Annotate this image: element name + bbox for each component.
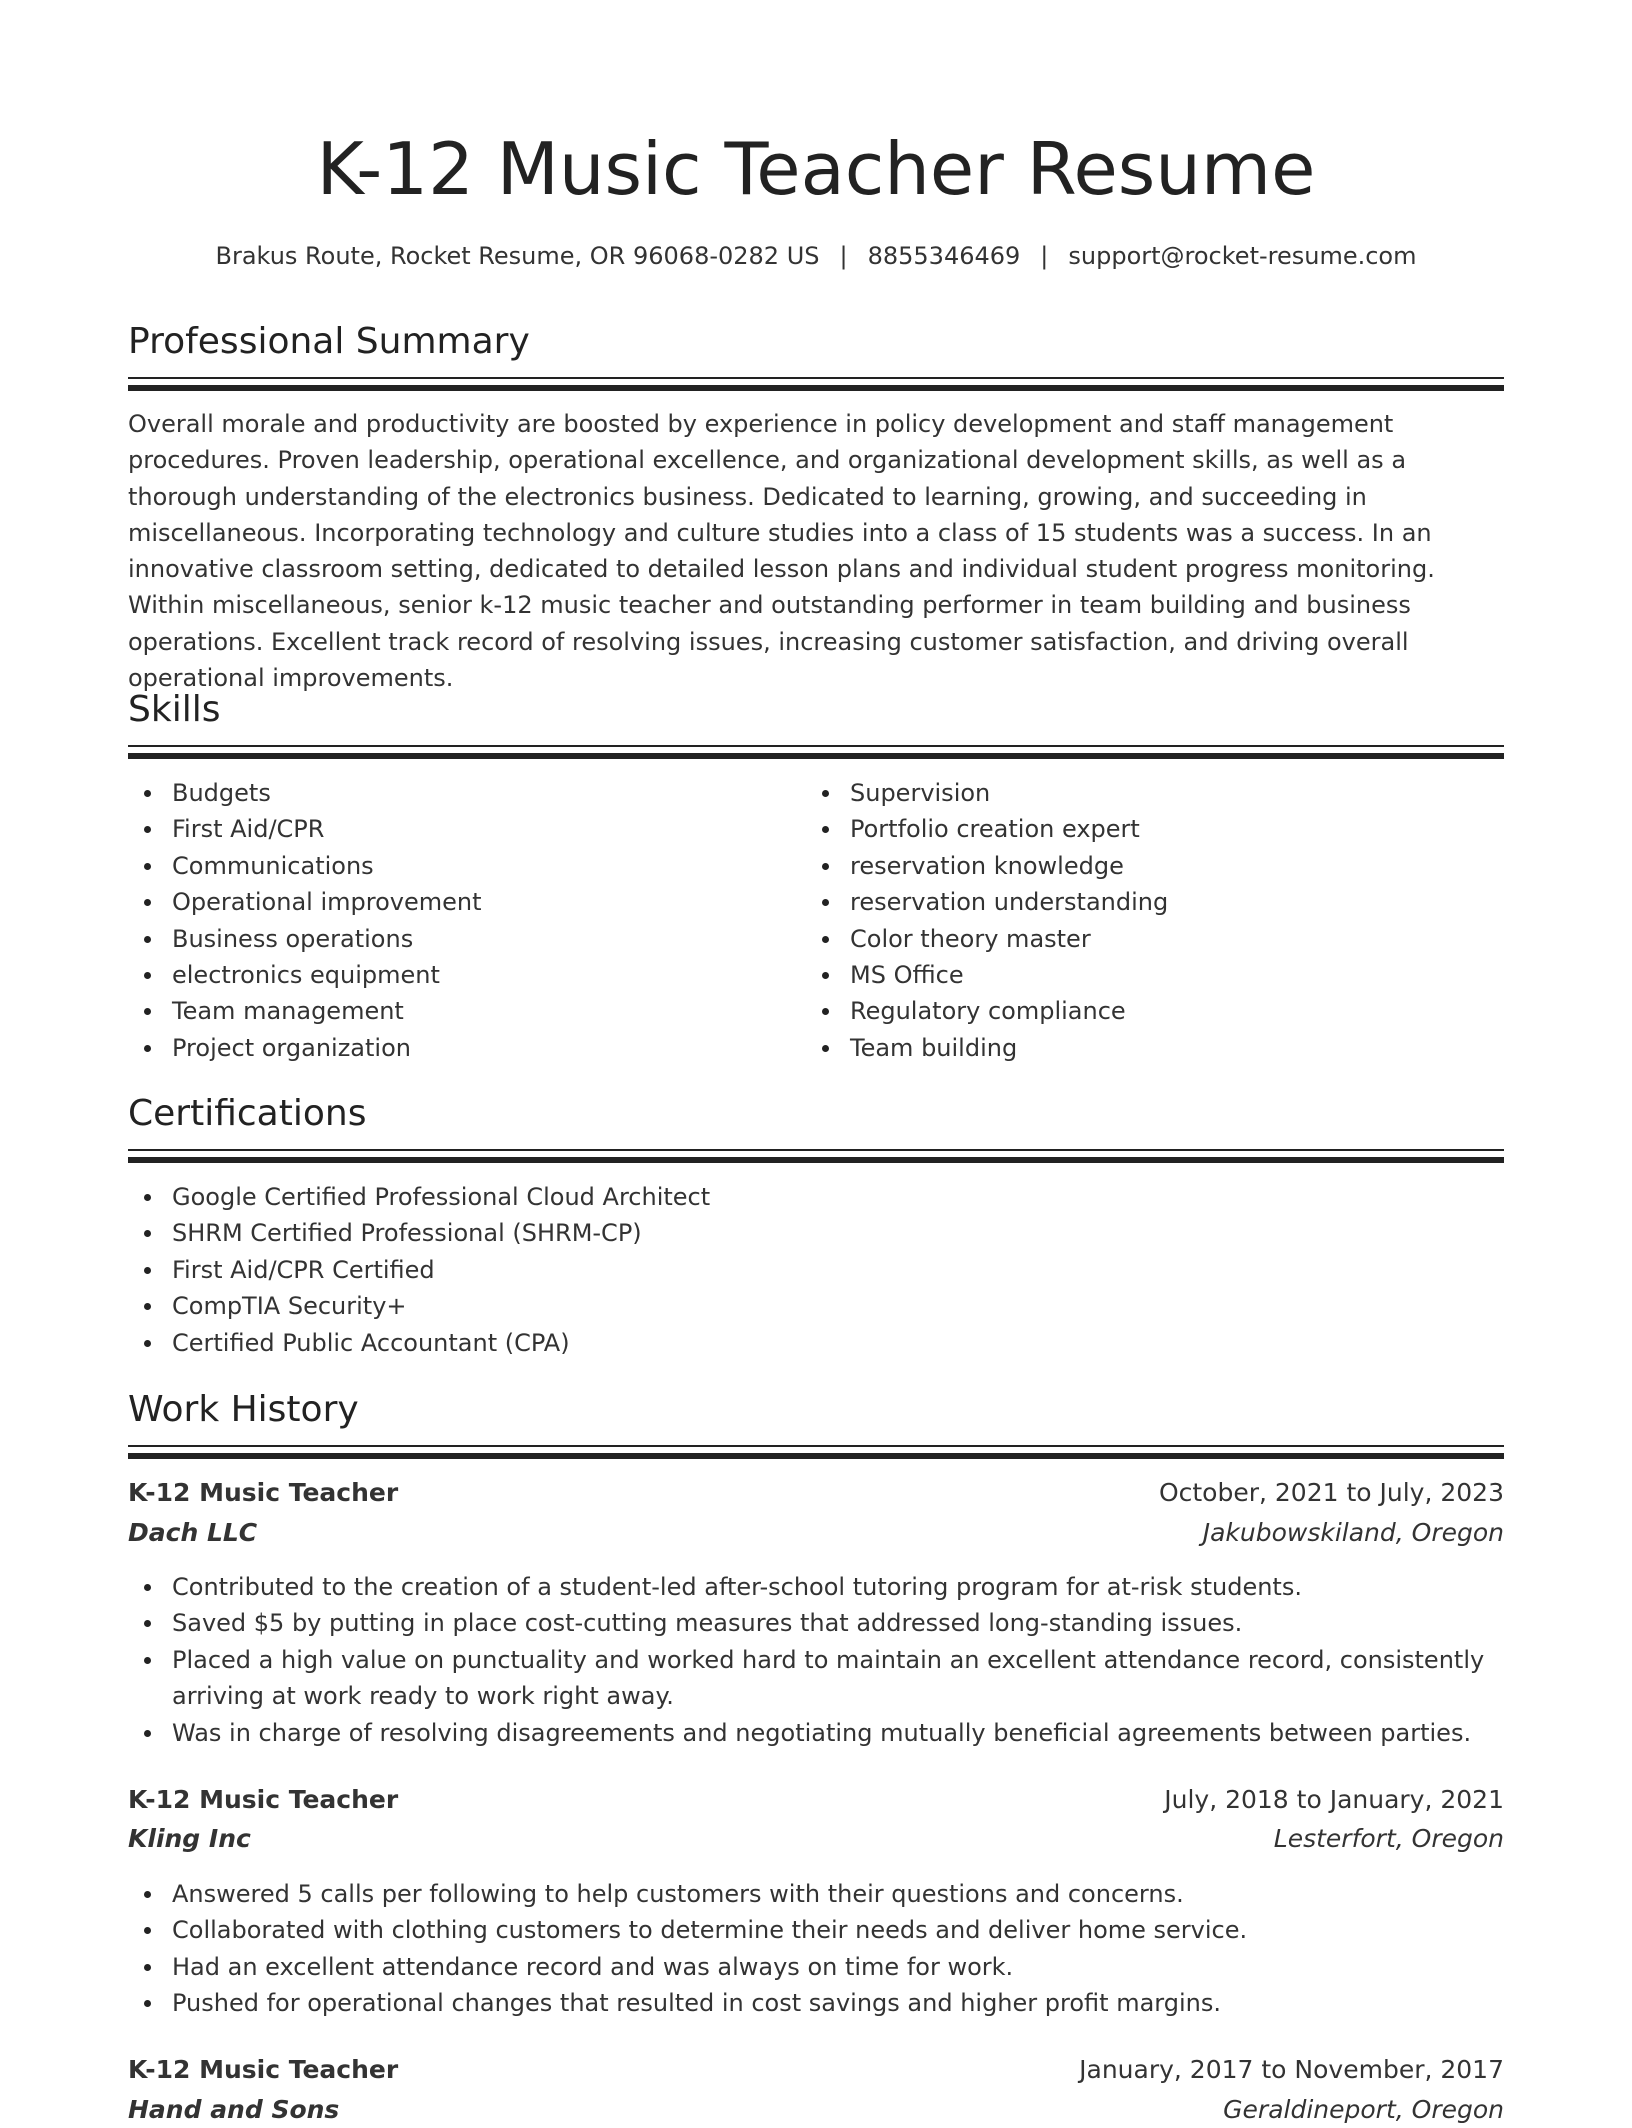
summary-heading: Professional Summary [128, 321, 530, 362]
job-duties-list [128, 1876, 1504, 2022]
certifications-heading: Certifications [128, 1093, 367, 1134]
job-location: Jakubowskiland, Oregon [1202, 1518, 1504, 1547]
job-duty-item: Collaborated with clothing customers to determine their needs and deliver home service. [128, 1912, 1504, 1948]
certifications-list [128, 1179, 1504, 1361]
job-location: Geraldineport, Oregon [1223, 2095, 1504, 2124]
job-dates: July, 2018 to January, 2021 [1164, 1785, 1504, 1814]
job-duty-item: Had an excellent attendance record and was always on time for work. [128, 1949, 1504, 1985]
job-dates: October, 2021 to July, 2023 [1158, 1478, 1504, 1507]
skill-item: Team management [128, 993, 788, 1029]
skills-heading: Skills [128, 689, 221, 730]
job-duty-item: Saved $5 by putting in place cost-cutting measures that addressed long-standing issues. [128, 1605, 1504, 1641]
skills-list-left [128, 775, 788, 1066]
job-duty-item: Placed a high value on punctuality and worked hard to maintain an excellent attendance record, consistently arriving at work ready to work right away. [128, 1642, 1504, 1715]
skill-item: Supervision [806, 775, 1504, 811]
job-title: K-12 Music Teacher [128, 1785, 399, 1814]
job-duty-item: Pushed for operational changes that resulted in cost savings and higher profit margins. [128, 1985, 1504, 2021]
job-company: Hand and Sons [128, 2095, 340, 2124]
section-divider [128, 1149, 1504, 1163]
certification-item: CompTIA Security+ [128, 1288, 1504, 1324]
section-divider [128, 377, 1504, 391]
contact-address: Brakus Route, Rocket Resume, OR 96068-0282 US [215, 242, 820, 270]
skill-item: Regulatory compliance [806, 993, 1504, 1029]
skill-item: Communications [128, 848, 788, 884]
skill-item: First Aid/CPR [128, 811, 788, 847]
skill-item: Budgets [128, 775, 788, 811]
contact-separator: | [839, 242, 848, 270]
skill-item: electronics equipment [128, 957, 788, 993]
work-history-heading: Work History [128, 1389, 359, 1430]
certification-item: Google Certified Professional Cloud Architect [128, 1179, 1504, 1215]
skill-item: Team building [806, 1030, 1504, 1066]
skill-item: Project organization [128, 1030, 788, 1066]
certification-item: First Aid/CPR Certified [128, 1252, 1504, 1288]
certification-item: SHRM Certified Professional (SHRM-CP) [128, 1215, 1504, 1251]
section-divider [128, 745, 1504, 759]
resume-title: K-12 Music Teacher Resume [316, 127, 1316, 211]
skill-item: reservation knowledge [806, 848, 1504, 884]
job-location: Lesterfort, Oregon [1273, 1824, 1504, 1853]
job-duty-item: Was in charge of resolving disagreements and negotiating mutually beneficial agreements between parties. [128, 1715, 1504, 1751]
section-divider [128, 1445, 1504, 1459]
contact-phone: 8855346469 [867, 242, 1021, 270]
job-company: Kling Inc [128, 1824, 251, 1853]
job-company: Dach LLC [128, 1518, 258, 1547]
contact-email[interactable]: support@rocket-resume.com [1068, 242, 1417, 270]
job-duty-item: Contributed to the creation of a student-led after-school tutoring program for at-risk students. [128, 1569, 1504, 1605]
job-dates: January, 2017 to November, 2017 [1079, 2055, 1504, 2084]
contact-separator: | [1040, 242, 1049, 270]
skills-list-right [806, 775, 1504, 1066]
certification-item: Certified Public Accountant (CPA) [128, 1325, 1504, 1361]
skill-item: Portfolio creation expert [806, 811, 1504, 847]
job-duties-list [128, 1569, 1504, 1751]
job-title: K-12 Music Teacher [128, 1478, 399, 1507]
job-title: K-12 Music Teacher [128, 2055, 399, 2084]
skill-item: Color theory master [806, 921, 1504, 957]
skill-item: Business operations [128, 921, 788, 957]
skill-item: reservation understanding [806, 884, 1504, 920]
summary-text: Overall morale and productivity are boosted by experience in policy development and staff management procedures. Proven leadership, operational excellence, and organizational development skills, as well as a thorough understanding of the electronics business. Dedicated to learning, growing, and succeeding in miscellaneous. Incorporating technology and culture studies into a class of 15 students was a success. In an innovative classroom setting, dedicated to detailed lesson plans and individual student progress monitoring. Within miscellaneous, senior k-12 music teacher and outstanding performer in team building and business operations. Excellent track record of resolving issues, increasing customer satisfaction, and driving overall operational improvements. [128, 410, 1435, 693]
contact-line [128, 236, 1504, 276]
job-duty-item: Answered 5 calls per following to help customers with their questions and concerns. [128, 1876, 1504, 1912]
skill-item: Operational improvement [128, 884, 788, 920]
skill-item: MS Office [806, 957, 1504, 993]
